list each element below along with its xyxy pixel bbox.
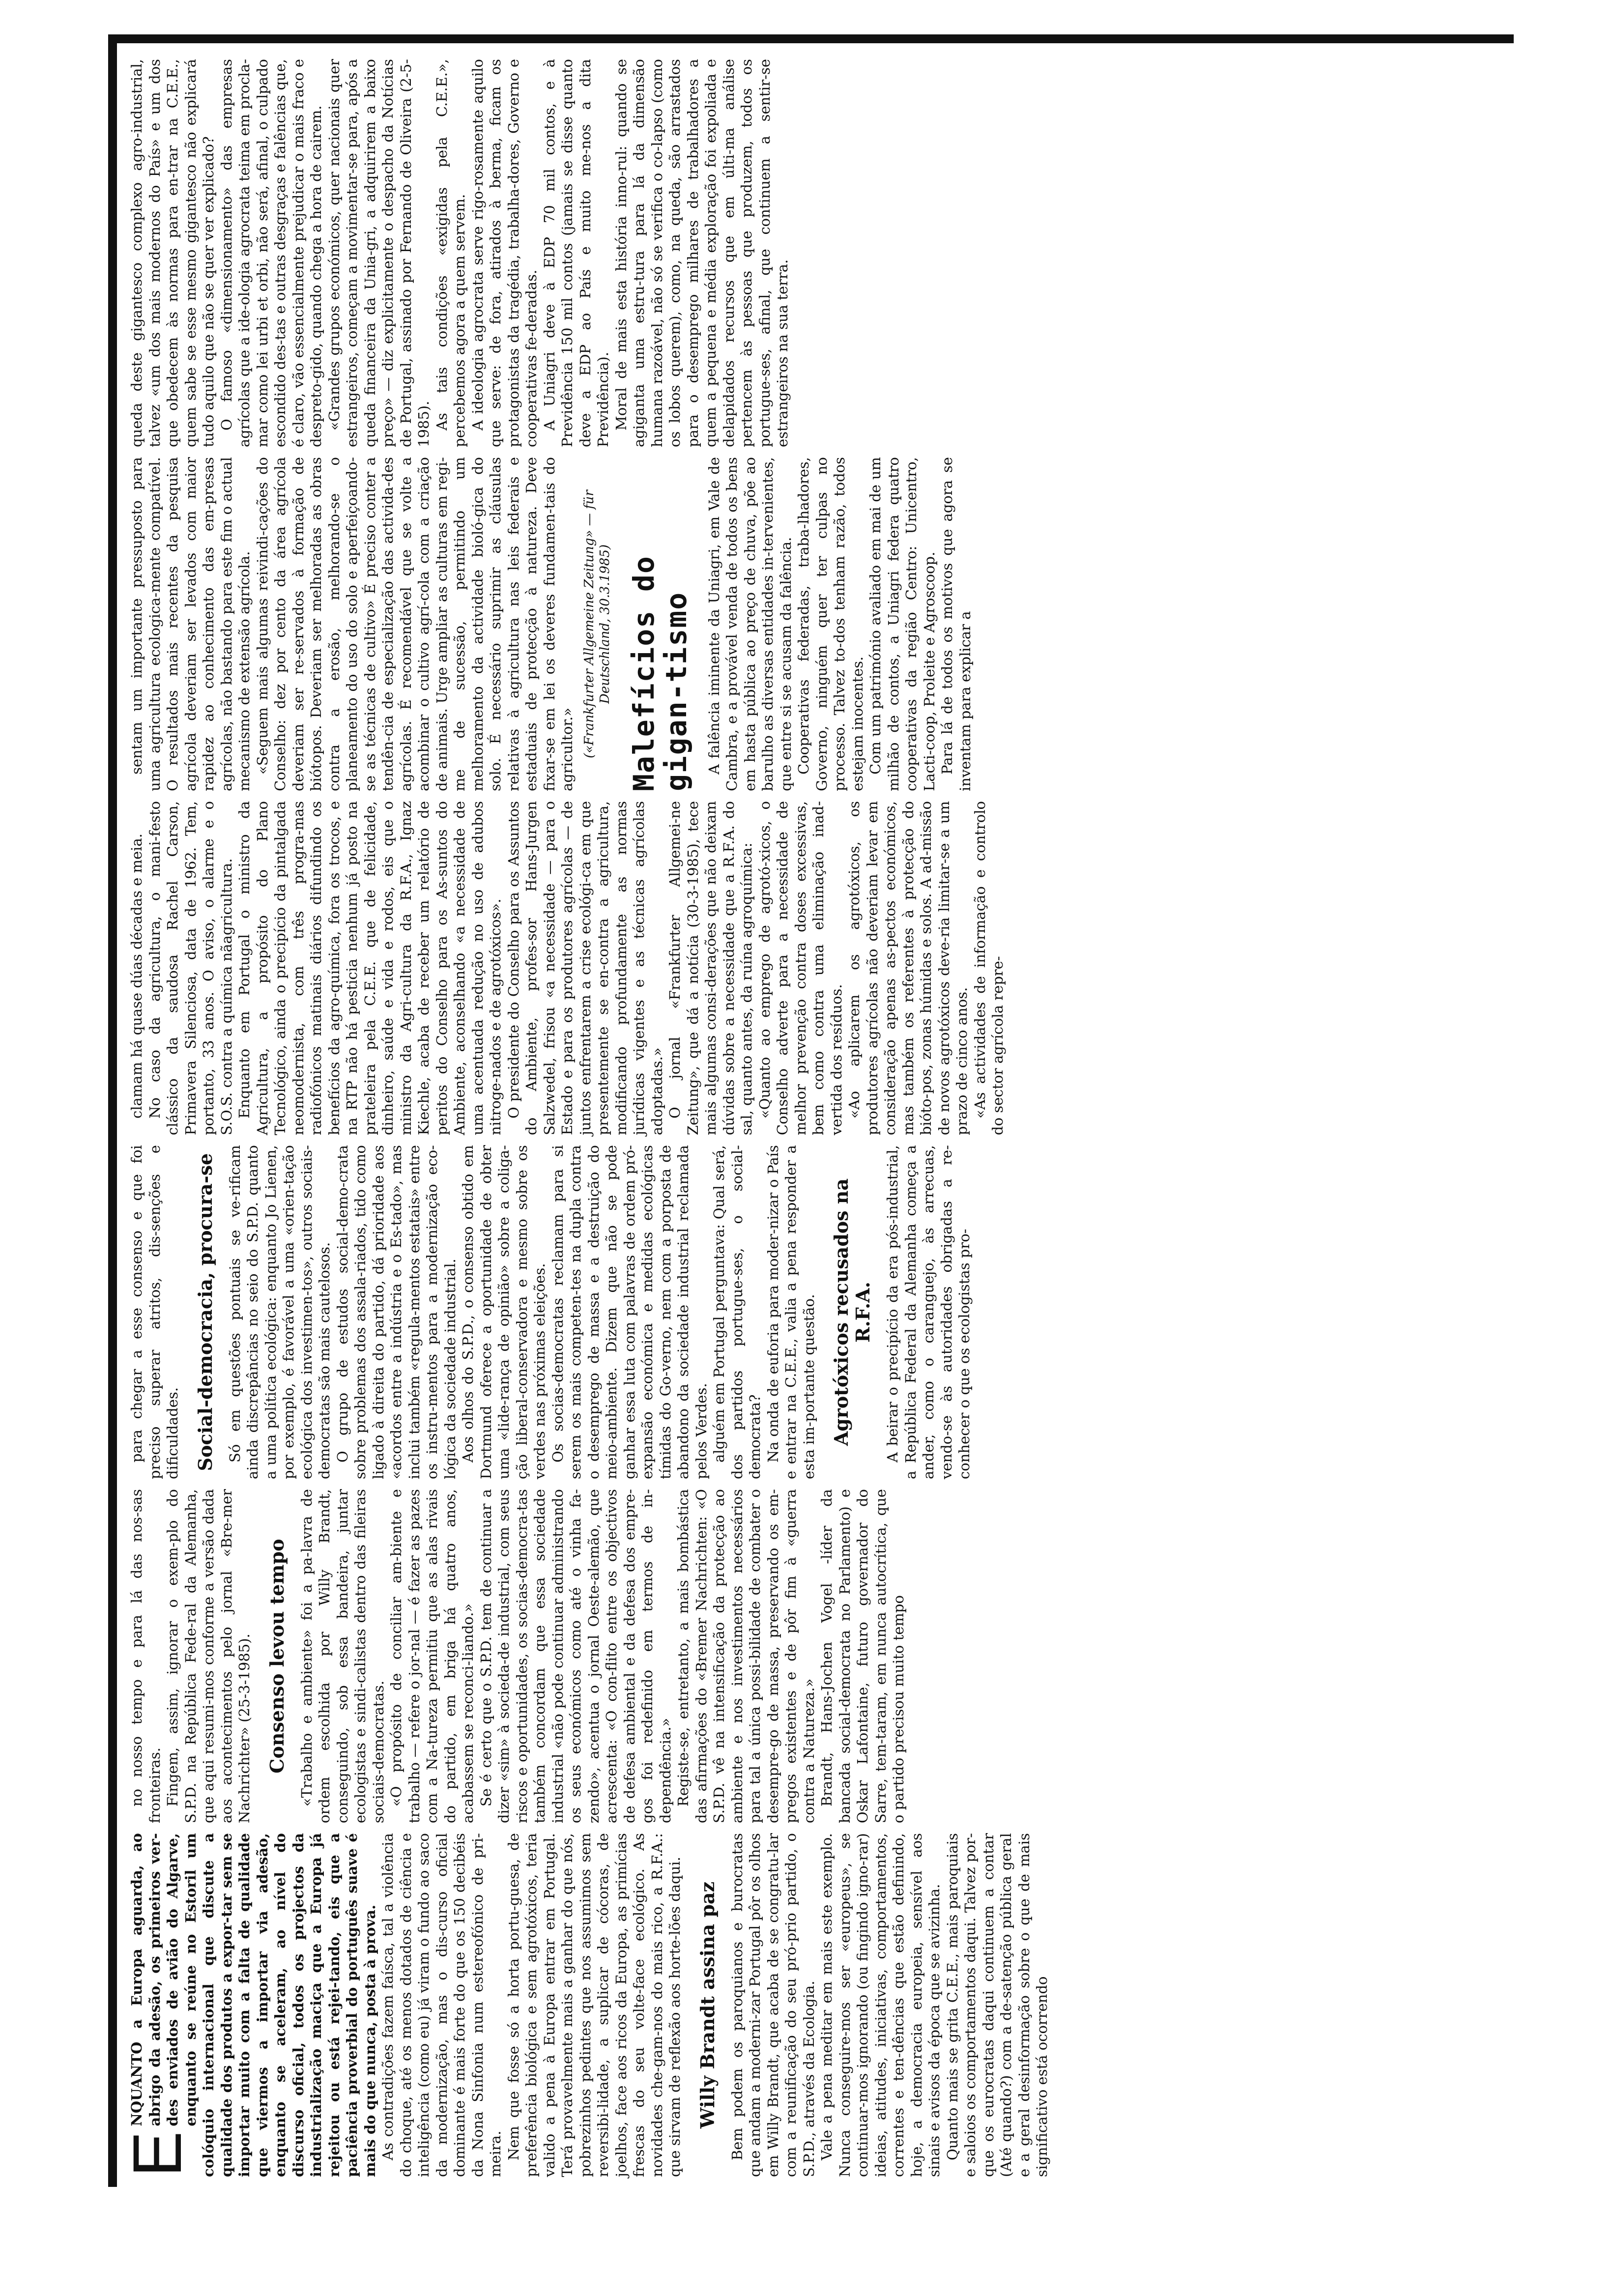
paragraph: No caso da agricultura, o mani-festo clássico da saudosa Rachel Carson, Primavera Silenciosa, data de 1962. Tem, portanto, 33 anos. O aviso, o alarme e o S.O.S. contra a química nãagricultura. bbox=[146, 801, 235, 1135]
paragraph: O famoso «dimensionamento» das empresas agrícolas que a ide-ologia agrocrata teima em procla-mar como lei urbi et orbi, não será, afinal, o culpado escondido des-tas e outras desgraças e falências que, é claro, vão essencialmente prejudicar o mais fraco e despreto-gido, quando chega a hora de cairem. bbox=[218, 59, 324, 447]
subheading-consenso: Consenso levou tempo bbox=[265, 1539, 288, 1774]
paragraph: O grupo de estudos social-demo-crata sobre problemas dos assala-riados, tido como ligado à direita do partido, dá prioridade aos «acordos entre a indústria e o Es-tado», mas inclui também «regula-mentos estatais» entre os instru-mentos para a modernização eco-lógica da sociedade industrial. bbox=[334, 1145, 459, 1479]
intro-paragraph bbox=[118, 1833, 379, 2177]
paragraph: no nosso tempo e para lá das nos-sas fronteiras. bbox=[128, 1489, 163, 1823]
paragraph: A falência iminente da Uniagri, em Vale de Cambra, e a provável venda de todos os bens em hasta pública ao preço de chuva, põe ao barulho as diversas entidades in-tervenientes, que entre si se acusam da falência. bbox=[705, 457, 794, 791]
column-5 bbox=[128, 457, 1504, 791]
subheading-maleficios: Malefícios do gigan-tismo bbox=[627, 555, 693, 791]
column-2 bbox=[128, 1489, 1504, 1823]
paragraph: A Uniagri deve à EDP 70 mil contos, e à Previdência 150 mil contos (jamais se disse quanto deve a EDP ao País e muito me-nos a dita Previdência). bbox=[541, 59, 611, 447]
paragraph: alguém em Portugal perguntava: Qual será, dos partidos portugue-ses, o social-democrata? bbox=[711, 1145, 763, 1479]
paragraph: As tais condições «exigidas pela C.E.E.», percebemos agora a quem servem. bbox=[433, 59, 468, 447]
paragraph: Quanto mais se grita C.E.E., mais paroquiais e saloios os comportamentos daqui. Talvez por-que os eurocratas daqui continuem a contar (Até quando?) com a de-satenção pública geral e a geral desinformação sobre o que de mais significativo está ocorrendo bbox=[944, 1833, 1050, 2177]
column-1 bbox=[118, 1833, 1504, 2177]
paragraph: Com um património avaliado em mai de um milhão de contos, a Uniagri federa quatro cooperativas da região Centro: Unicentro, Lacti-coop, Proleite e Agroscoop. bbox=[867, 457, 938, 791]
paragraph: Na onda de euforia para moder-nizar o País e entrar na C.E.E., valia a pena responder a esta im-portante questão. bbox=[764, 1145, 817, 1479]
paragraph: Só em questões pontuais se ve-rificam ainda discrepâncias no seio do S.P.D. quanto a uma política ecológica: enquanto Jo Lienen, por exemplo, é favorável a uma «orien-tação ecológica dos investimen-tos», outros sociais-democratas são mais cautelosos. bbox=[226, 1145, 333, 1479]
top-border-rule bbox=[108, 34, 117, 2187]
paragraph: «Trabalho e ambiente» foi a pa-lavra de ordem escolhida por Willy Brandt, conseguindo, sob essa bandeira, juntar ecologistas e sindi-calistas dentro das fileiras sociais-democratas. bbox=[298, 1489, 387, 1823]
paragraph: Para lá de todos os motivos que agora se inventam para explicar a bbox=[939, 457, 974, 791]
paragraph: «Grandes grupos económicos, quer nacionais quer estrangeiros, começam a movimentar-se para, após a queda financeira da Unia-gri, a adquirirem a baixo preço» — diz explicitamente o despacho da Notícias de Portugal, assinado por Fernando de Oliveira (2-5-1985). bbox=[325, 59, 432, 447]
paragraph: Cooperativas federadas, traba-lhadores, Governo, ninguém quer ter culpas no processo. Talvez to-dos tenham razão, todos estejam inocentes. bbox=[795, 457, 866, 791]
subheading-agrotoxicos: Agrotóxicos recusados na R.F.A. bbox=[830, 1178, 874, 1446]
paragraph: Bem podem os paroquianos e burocratas que andam a moderni-zar Portugal pôr os olhos em Willy Brandt, que acaba de se congratu-lar com a reunificação do seu pró-prio partido, o S.P.D., através da Ecologia. bbox=[728, 1833, 817, 2177]
right-border-rule bbox=[108, 34, 1514, 43]
paragraph: sentam um importante pressuposto para uma agricultura ecologica-mente compatível. O resultados mais recentes da pesquisa agrícola deveriam ser levados com maior rapidez ao conhecimento das em-presas agrícolas, não bastando para este fim o actual mecanismo de extensão agrícola. bbox=[128, 457, 253, 791]
subheading-willy-brandt: Willy Brandt assina paz bbox=[696, 1881, 719, 2129]
paragraph: Moral de mais esta história inno-rul: quando se agiganta uma estru-tura para lá da dimensão humana razoável, não só se verifica o co-lapso (como os lobos querem), como, na queda, são arrastados para o desemprego milhares de trabalhadores a quem a pequena e média exploração foi expoliada e delapidados recursos que em últi-ma análise pertencem às pessoas que produzem, todos os portugue-ses, afinal, que continuem a sentir-se estrangeiros na sua terra. bbox=[612, 59, 791, 447]
paragraph: Se é certo que o S.P.D. tem de continuar a dizer «sim» à socieda-de industrial, com seus riscos e oportunidades, os socias-democra-tas também concordam que essa sociedade industrial «não pode continuar administrando os seus económicos como até o vinha fa-zendo», acentua o jornal Oeste-alemão, que acrescenta: «O con-flito entre os objectivos de defesa ambiental e da defesa dos empre-gos foi redefinido em termos de in-dependência.» bbox=[477, 1489, 674, 1823]
paragraph: Nem que fosse só a horta portu-guesa, de preferência biológica e sem agrotóxicos, teria valido a pena à Europa entrar em Portugal. Terá provavelmente mais a ganhar do que nós, pobrezinhos pedintes que nos assumimos sem reversibi-lidade, a suplicar de cócoras, de joelhos, face aos ricos da Europa, as primícias frescas do seu volte-face ecológico. As novidades che-gam-nos do mais rico, a R.F.A.: que sirvam de reflexão aos horte-lões daqui. bbox=[505, 1833, 683, 2177]
paragraph: queda deste gigantesco complexo agro-industrial, talvez «um dos mais modernos do País» e um dos que obedecem às normas para en-trar na C.E.E., quem sabe se esse mesmo gigantesco não explicará tudo aquilo que não se quer ver explicado? bbox=[128, 59, 217, 447]
paragraph: Brandt, Hans-Jochen Vogel -líder da bancada social-democrata no Parlamento) e Oskar Lafontaine, futuro governador do Sarre, tem-taram, em nunca autocrítica, que o partido precisou muito tempo bbox=[818, 1489, 907, 1823]
paragraph: Fingem, assim, ignorar o exem-plo do S.P.D. na República Fede-ral da Alemanha, que aqui resumi-mos conforme a versão dada aos acontecimentos pelo jornal «Bre-mer Nachrichter» (25-3-1985). bbox=[164, 1489, 253, 1823]
paragraph: As contradições fazem faísca, tal a violência do choque, até os menos dotados de ciência e inteligência (como eu) já viram o fundo ao saco da modernização, mas o dis-curso oficial dominante é mais forte do que os 150 decibéis da Nona Sinfonia num estereofónico de pri-meira. bbox=[379, 1833, 504, 2177]
paragraph: clamam há quase dúas décadas e meia. bbox=[128, 833, 145, 1119]
paragraph: «O propósito de conciliar am-biente e trabalho — refere o jor-nal — é fazer as pazes com a Na-tureza permitiu que as alas rivais do partido, em briga há quatro anos, acabassem se reconci-liando.» bbox=[388, 1489, 476, 1823]
paragraph: «Ao aplicarem os agrotóxicos, os produtores agrícolas não deveriam levar em consideração apenas as-pectos económicos, mas também os referentes à protecção do bióto-pos, zonas húmidas e solos. A ad-missão de novos agrotóxicos deve-ria limitar-se a um prazo de cinco anos. bbox=[846, 801, 970, 1135]
paragraph: Enquanto em Portugal o ministro da Agricultura, a propósito do Plano Tecnológico, ainda o precipício da pintalgada neomodernista, com três progra-mas radiofónicos matinais diários difundindo os benefícios da agro-química, fora os trocos, e na RTP não há pesticia nenhum já posto na prateleira pela C.E.E. que de felicidade, dinheiro, saúde e vida e rodos, eis que o ministro da Agri-cultura da R.F.A., Ignaz Kiechle, acaba de receber um relatório de peritos do Conselho para os As-suntos do Ambiente, aconselhando «a necessidade de uma acentuada redução no uso de adubos nitroge-nados e de agrotóxicos». bbox=[236, 801, 504, 1135]
paragraph: «As actividades de informação e controlo do sector agrícola repre- bbox=[971, 801, 1006, 1135]
paragraph: Vale a pena meditar em mais este exemplo. Nunca conseguire-mos ser «europeus», se continuar-mos ignorando (ou fingindo igno-rar) ideias, atitudes, iniciativas, comportamentos, correntes e ten-dências que estão definindo, hoje, a democracia europeia, sensível aos sinais e avisos da época que se avizinha. bbox=[818, 1833, 943, 2177]
newspaper-clipping bbox=[108, 34, 1514, 2187]
paragraph: Registe-se, entretanto, a mais bombástica das afirmações do «Bremer Nachrichten: «O S.P.D. vê na intensificação da protecção ao ambiente e nos investimentos necessários para tal a única possi-bilidade de combater o desempre-go de massa, preservando os em-pregos existentes e de pôr fim à «guerra contra a Natureza.» bbox=[675, 1489, 817, 1823]
paragraph: Aos olhos do S.P.D., o consenso obtido em Dortmund oferece a oportunidade de obter uma «lide-rança de opinião» sobre a coliga-ção liberal-conservadora e mesmo sobre os verdes nas próximas eleições. bbox=[460, 1145, 548, 1479]
paragraph: «Quanto ao emprego de agrotó-xicos, o Conselho adverte para a necessidade de melhor prevenção contra doses excessivas, bem como contra uma eliminação inad-vertida dos resíduos. bbox=[756, 801, 845, 1135]
column-4 bbox=[128, 801, 1504, 1135]
paragraph: O presidente do Conselho para os Assuntos do Ambiente, profes-sor Hans-Jurgen Salzwedel, frisou «a necessidade — para o Estado e para os produtores agrícolas — de juntos enfrentarem a crise ecológi-ca em que presentemente se en-contra a agricultura, modificando profundamente as normas jurídicas vigentes e as técnicas agrícolas adoptadas.» bbox=[505, 801, 665, 1135]
paragraph: «Seguem mais algumas reivindi-cações do Conselho: dez por cento da área agrícola deveriam ser re-servados à formação de biótopos. Deveriam ser melhoradas as obras contra a erosão, melhorando-se o planeamento do uso do solo e aperfeiçoando-se as técnicas de cultivo» É preciso conter a tendên-cia de especialização das activida-des agrícolas. É recomendável que se volte a acombinar o cultivo agrí-cola com a criação de animais. Urge ampliar as culturas em regi-me de sucessão, permitindo um melhoramento da actividade bioló-gica do solo. É necessário suprimir as cláusulas relativas à agricultura nas leis federais e estaduais de protecção à natureza. Deve fixar-se em lei os deveres fundamen-tais do agricultor.» bbox=[254, 457, 576, 791]
column-3 bbox=[128, 1145, 1504, 1479]
column-6 bbox=[128, 59, 1504, 447]
paragraph: O jornal «Frankfurter Allgemei-ne Zeitung», que dá a notícia (30-3-1985), tece mais algumas consi-derações que não deixam dúvidas sobre a necessidade que a R.F.A. do sal, quanto antes, da ruína agroquímica: bbox=[666, 801, 755, 1135]
source-credit: («Frankfurter Allgemeine Zeitung» — für Deutschland, 30.3.1985) bbox=[581, 490, 612, 758]
subheading-social-democracia: Social-democracia, procura-se bbox=[194, 1153, 216, 1471]
paragraph: para chegar a esse consenso e que foi preciso superar atritos, dis-senções e dificuldades. bbox=[128, 1145, 181, 1479]
intro-text: NQUANTO a Europa aguarda, ao abrigo da adesão, os primeiros ver-des enviados de avião do Algarve, enquanto se reúne no Estoril um colóquio internacional que discute a qualidade dos produtos a expor-tar sem se importar muito com a falta de qualidade que viermos a importar via adesão, enquanto se aceleram, ao nível do discurso oficial, todos os projectos da industrialização maciça que a Europa já rejeitou ou está rejei-tando, eis que a paciência proverbial do português suave é mais do que nunca, posta à prova. bbox=[128, 1833, 378, 2177]
paragraph: A ideologia agrocrata serve rigo-rosamente aquilo que serve: de fora, atirados à berma, ficam os protagonistas da tragédia, trabalha-dores, Governo e cooperativas fe-deradas. bbox=[469, 59, 540, 447]
paragraph: Os socias-democratas reclamam para si serem os mais competen-tes na dupla contra o desemprego de massa e a destruição do meio-ambiente. Dizem que não se pode ganhar essa luta com palavras de ordem pró-expansão económica e medidas ecológicas tímidas do Go-verno, nem com a porposta de abandono da sociedade industrial reclamada pelos Verdes. bbox=[549, 1145, 710, 1479]
paragraph: A beirar o precipício da era pós-industrial, a República Federal da Alemanha começa a ander, como o caranguejo, às arrecuas, vendo-se às autoridades obrigadas a re-conhecer o que os ecologistas pro- bbox=[884, 1145, 973, 1479]
drop-cap: E bbox=[118, 2131, 196, 2177]
